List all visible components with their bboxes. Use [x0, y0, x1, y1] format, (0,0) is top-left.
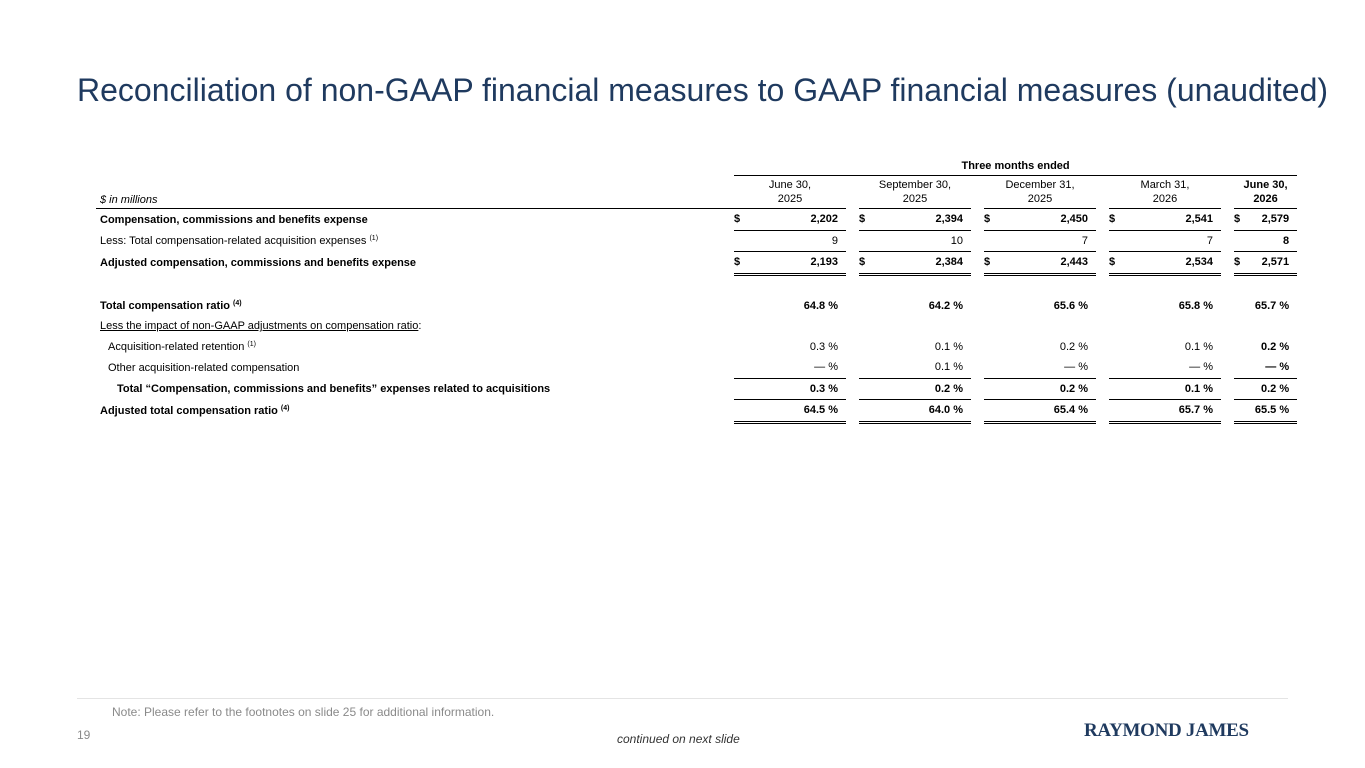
reconciliation-table: [96, 157, 1297, 424]
header-row-dates: [96, 176, 1297, 209]
cell-value: 2,193: [746, 252, 846, 275]
cell-value: [1246, 316, 1297, 337]
currency-symbol: $: [859, 252, 871, 275]
cell-value: 2,443: [996, 252, 1096, 275]
continued-label: continued on next slide: [617, 732, 740, 746]
cell-value: 7: [1121, 230, 1221, 252]
cell-value: 64.8 %: [803, 299, 838, 312]
currency-symbol: [859, 230, 871, 252]
currency-symbol: $: [984, 252, 996, 275]
cell-value: 2,394: [871, 209, 971, 231]
table-row: [96, 337, 1297, 358]
units-label: $ in millions: [96, 176, 734, 209]
table-row: [96, 378, 1297, 400]
cell-value: 64.5 %: [746, 400, 846, 423]
table-row: [96, 357, 1297, 378]
footnote-marker: (1): [247, 340, 256, 348]
footnote-reference: Note: Please refer to the footnotes on slide 25 for additional information.: [112, 705, 495, 719]
currency-symbol: [1234, 400, 1246, 423]
cell-value: 2,384: [871, 252, 971, 275]
currency-symbol: [984, 316, 996, 337]
currency-symbol: [859, 316, 871, 337]
currency-symbol: [1234, 230, 1246, 252]
currency-symbol: [1109, 337, 1121, 358]
currency-symbol: [1109, 296, 1121, 317]
cell-value: [871, 316, 971, 337]
currency-symbol: [859, 378, 871, 400]
cell-value: 65.7 %: [1121, 400, 1221, 423]
currency-symbol: [984, 400, 996, 423]
currency-symbol: [859, 357, 871, 378]
cell-value: — %: [1246, 357, 1297, 378]
currency-symbol: [734, 296, 746, 317]
raymond-james-logo: RAYMOND JAMES: [1084, 720, 1249, 741]
table-row: [96, 400, 1297, 423]
row-label: Less: Total compensation-related acquisition expenses $^{(1)}$: [100, 234, 379, 247]
footnote-marker: (4): [233, 299, 242, 307]
cell-value: 0.2 %: [871, 378, 971, 400]
column-header: March 31, 2026: [1109, 176, 1221, 209]
cell-value: [746, 316, 846, 337]
table-row: [96, 316, 1297, 337]
column-header: December 31, 2025: [984, 176, 1096, 209]
cell-value: 65.4 %: [996, 400, 1096, 423]
cell-value: 0.2 %: [1260, 340, 1290, 353]
currency-symbol: [1234, 357, 1246, 378]
row-label: Adjusted total compensation ratio $^{(4)}$: [100, 404, 290, 417]
table-row: [96, 296, 1297, 317]
currency-symbol: [734, 230, 746, 252]
currency-symbol: [734, 337, 746, 358]
footer-divider: [77, 698, 1288, 699]
row-label: Other acquisition-related compensation: [108, 361, 300, 374]
currency-symbol: [859, 296, 871, 317]
cell-value: 2,579: [1246, 209, 1297, 231]
footnote-marker: (4): [280, 404, 290, 412]
header-row-period: [96, 157, 1297, 176]
cell-value: 2,202: [746, 209, 846, 231]
cell-value: 2,534: [1121, 252, 1221, 275]
currency-symbol: [1109, 230, 1121, 252]
cell-value: [1121, 316, 1221, 337]
currency-symbol: [1234, 337, 1246, 358]
currency-symbol: [1234, 316, 1246, 337]
cell-value: 2,571: [1246, 252, 1297, 275]
currency-symbol: [1234, 296, 1246, 317]
row-label: Less the impact of non-GAAP adjustments on compensation ratio:: [100, 320, 422, 333]
currency-symbol: $: [734, 209, 746, 231]
currency-symbol: [984, 378, 996, 400]
currency-symbol: $: [734, 252, 746, 275]
currency-symbol: [734, 378, 746, 400]
currency-symbol: [1234, 378, 1246, 400]
cell-value: — %: [1121, 357, 1221, 378]
currency-symbol: $: [1234, 252, 1246, 275]
cell-value: 64.2 %: [928, 299, 963, 312]
cell-value: 0.1 %: [871, 357, 971, 378]
cell-value: 64.0 %: [871, 400, 971, 423]
currency-symbol: $: [984, 209, 996, 231]
currency-symbol: [859, 337, 871, 358]
currency-symbol: [984, 337, 996, 358]
table-row: [96, 252, 1297, 275]
cell-value: [996, 316, 1096, 337]
table-row: [96, 209, 1297, 231]
cell-value: 65.7 %: [1254, 299, 1290, 312]
row-label: Total compensation ratio $^{(4)}$: [100, 299, 242, 312]
cell-value: 65.5 %: [1246, 400, 1297, 423]
page-title: Reconciliation of non-GAAP financial measures to GAAP financial measures (unaudited): [77, 72, 1329, 108]
cell-value: 0.3 %: [746, 378, 846, 400]
cell-value: 0.2 %: [1059, 340, 1088, 353]
cell-value: 0.2 %: [1246, 378, 1297, 400]
currency-symbol: $: [859, 209, 871, 231]
column-header: June 30, 2025: [734, 176, 846, 209]
cell-value: 0.3 %: [809, 340, 838, 353]
cell-value: — %: [746, 357, 846, 378]
period-group-label: Three months ended: [734, 157, 1297, 176]
footnote-marker: (1): [369, 234, 379, 242]
page-number: 19: [77, 728, 91, 742]
currency-symbol: [1109, 378, 1121, 400]
currency-symbol: [734, 357, 746, 378]
currency-symbol: [1109, 400, 1121, 423]
currency-symbol: $: [1234, 209, 1246, 231]
cell-value: 0.2 %: [996, 378, 1096, 400]
currency-symbol: [859, 400, 871, 423]
cell-value: 0.1 %: [1184, 340, 1213, 353]
row-label: Total “Compensation, commissions and benefits” expenses related to acquisitions: [117, 382, 551, 395]
cell-value: 65.8 %: [1178, 299, 1213, 312]
cell-value: 10: [871, 230, 971, 252]
cell-value: 0.1 %: [1121, 378, 1221, 400]
table-row: [96, 230, 1297, 252]
cell-value: 9: [746, 230, 846, 252]
column-header: September 30, 2025: [859, 176, 971, 209]
cell-value: 8: [1246, 230, 1297, 252]
row-label: Acquisition-related retention $^{(1)}$: [108, 340, 256, 353]
currency-symbol: [984, 357, 996, 378]
cell-value: 65.6 %: [1053, 299, 1088, 312]
cell-value: 2,541: [1121, 209, 1221, 231]
cell-value: 2,450: [996, 209, 1096, 231]
row-label: Compensation, commissions and benefits expense: [100, 213, 368, 226]
currency-symbol: [734, 400, 746, 423]
currency-symbol: [984, 230, 996, 252]
currency-symbol: [984, 296, 996, 317]
row-label: Adjusted compensation, commissions and benefits expense: [100, 256, 417, 269]
cell-value: — %: [996, 357, 1096, 378]
currency-symbol: [734, 316, 746, 337]
currency-symbol: $: [1109, 209, 1121, 231]
currency-symbol: [1109, 316, 1121, 337]
cell-value: 0.1 %: [934, 340, 963, 353]
currency-symbol: $: [1109, 252, 1121, 275]
cell-value: 7: [996, 230, 1096, 252]
currency-symbol: [1109, 357, 1121, 378]
column-header-current: June 30, 2026: [1234, 176, 1297, 209]
